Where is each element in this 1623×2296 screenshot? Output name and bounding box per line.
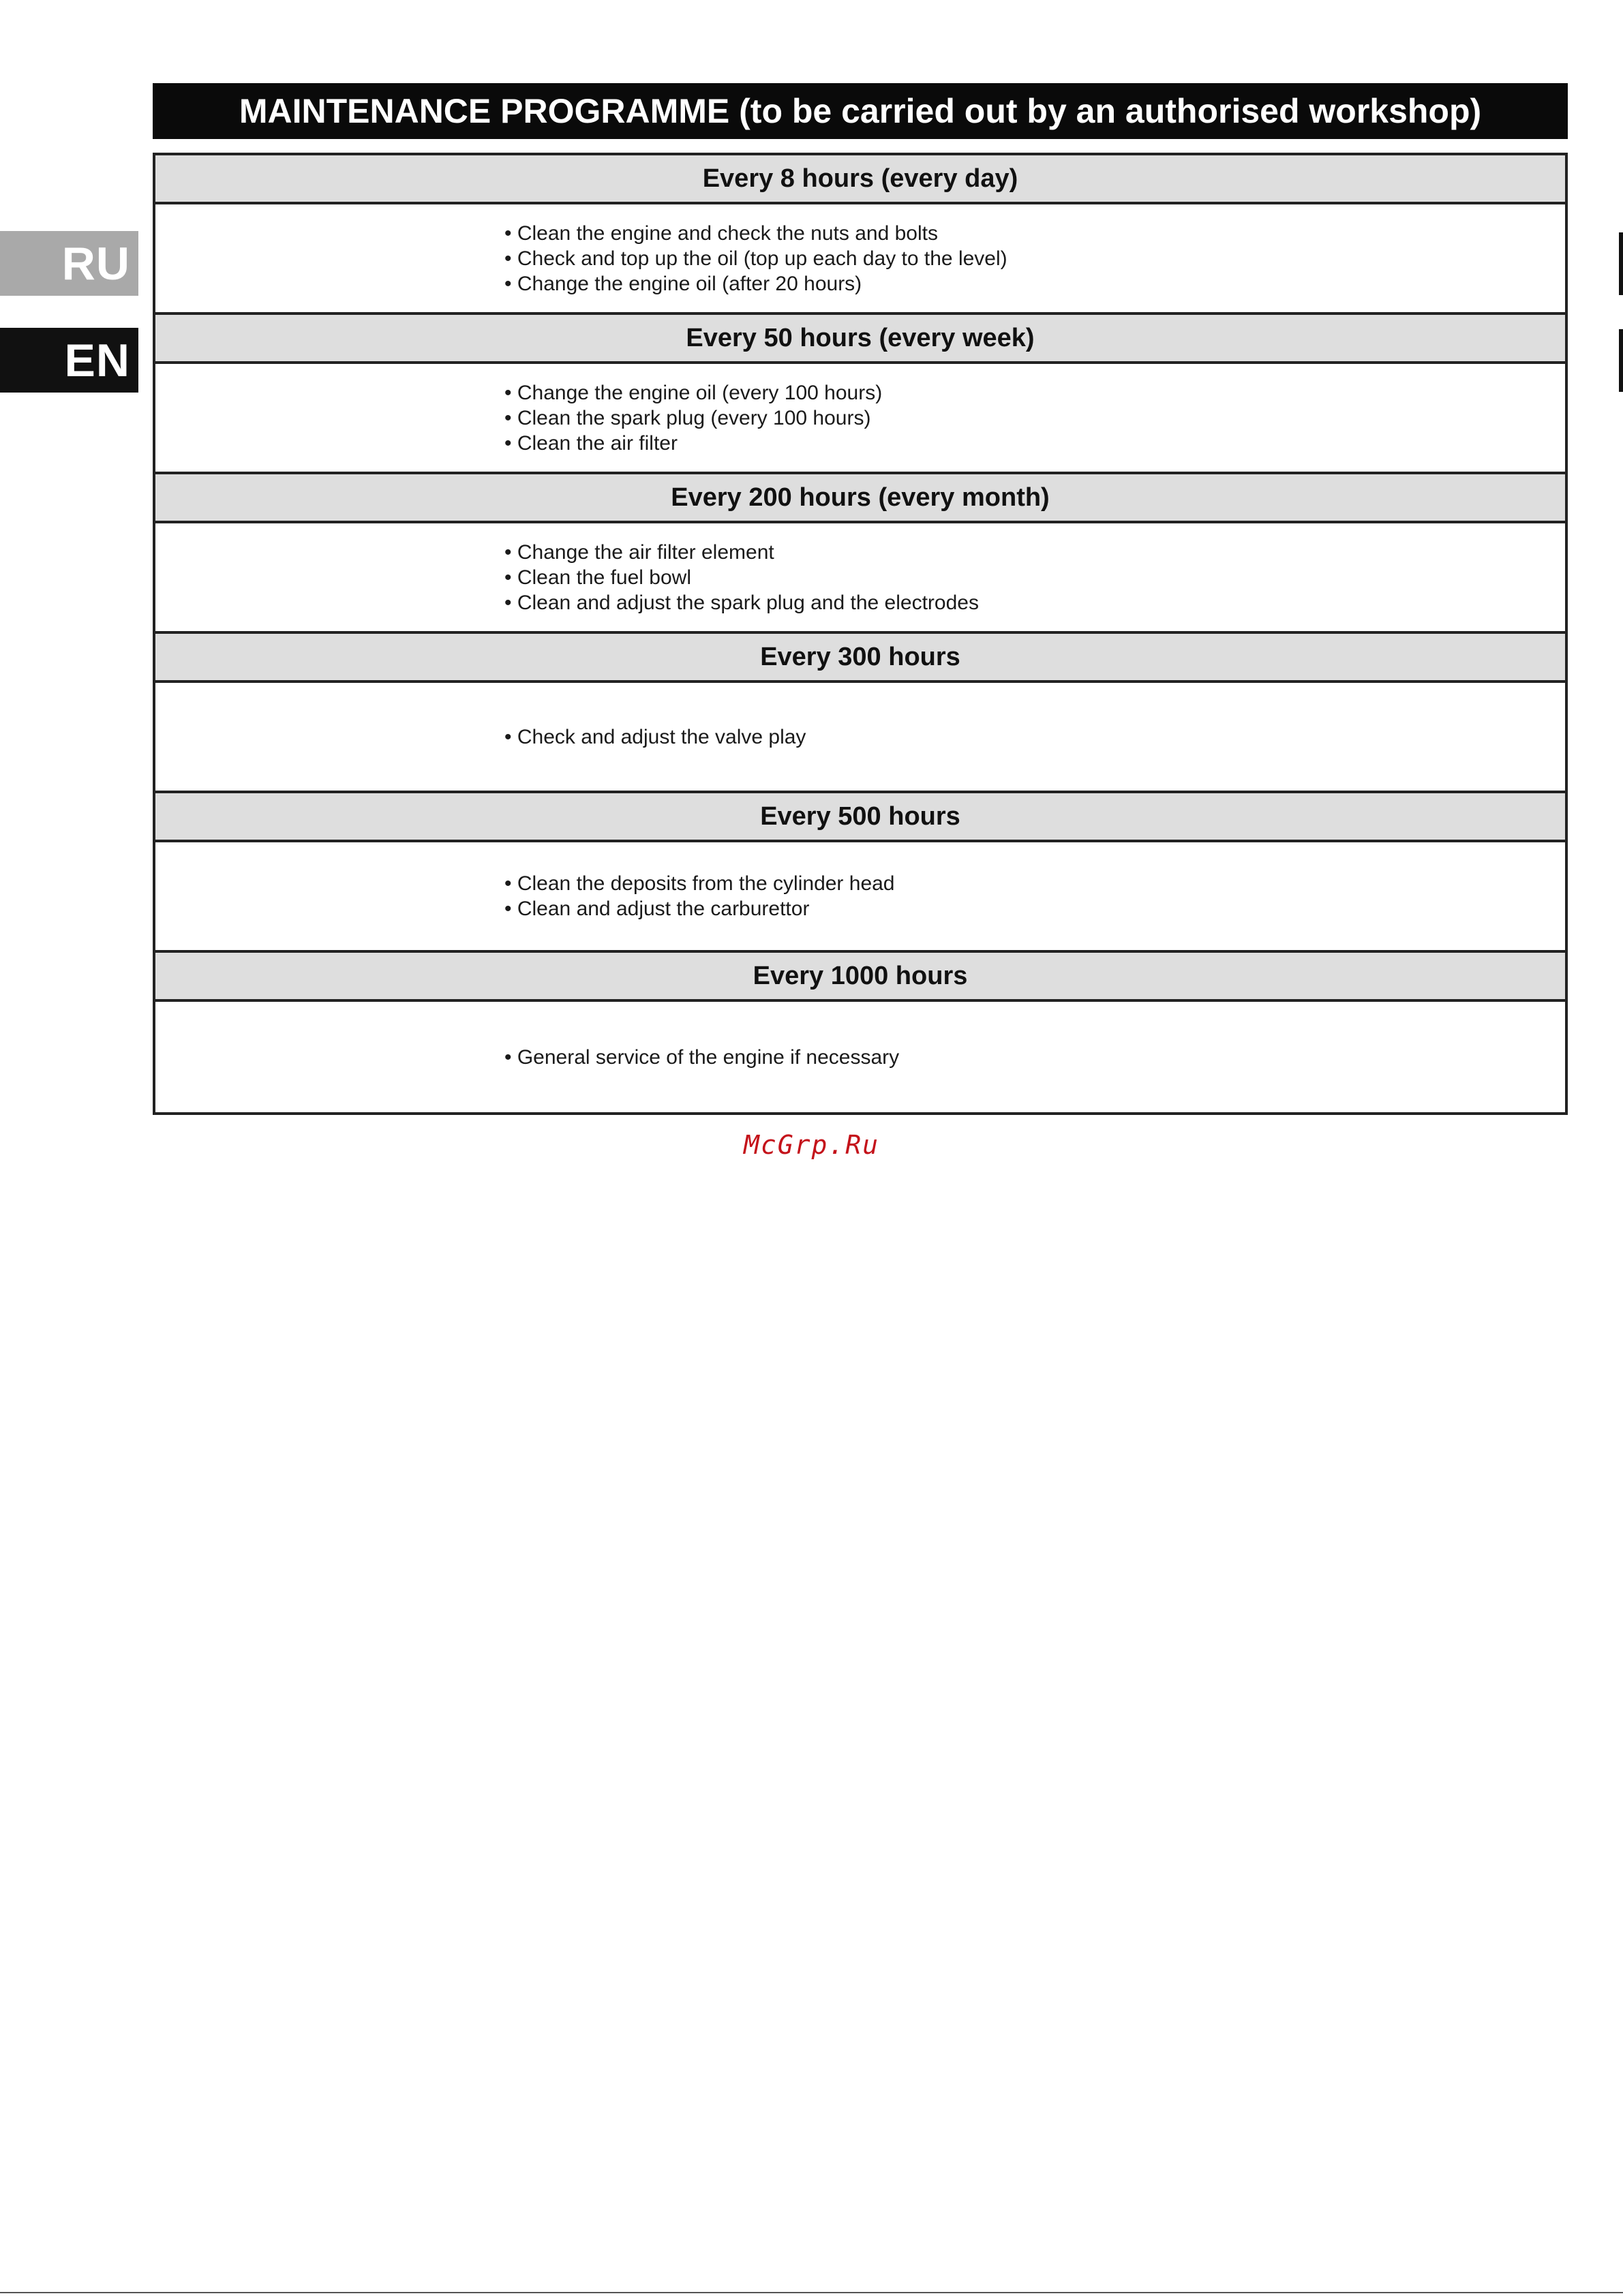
section-header: Every 300 hours bbox=[155, 634, 1565, 683]
task-item: • Change the air filter element bbox=[504, 540, 979, 565]
schedule-section-200-hours bbox=[155, 474, 1565, 634]
task-item: • Clean the fuel bowl bbox=[504, 565, 979, 590]
task-list bbox=[504, 871, 895, 921]
language-tab-en[interactable]: EN bbox=[0, 328, 138, 393]
section-header: Every 50 hours (every week) bbox=[155, 315, 1565, 364]
task-item: • Clean and adjust the spark plug and the electrodes bbox=[504, 590, 979, 615]
maintenance-schedule-table bbox=[153, 153, 1568, 1115]
task-item: • General service of the engine if necessary bbox=[504, 1045, 899, 1070]
schedule-section-1000-hours bbox=[155, 953, 1565, 1112]
task-list bbox=[504, 221, 1007, 296]
section-body bbox=[155, 683, 1565, 793]
task-item: • Check and adjust the valve play bbox=[504, 724, 806, 750]
task-list bbox=[504, 1045, 899, 1070]
section-header: Every 1000 hours bbox=[155, 953, 1565, 1002]
section-body bbox=[155, 364, 1565, 474]
watermark: McGrp.Ru bbox=[743, 1130, 880, 1160]
section-header: Every 8 hours (every day) bbox=[155, 155, 1565, 204]
section-body bbox=[155, 842, 1565, 953]
schedule-section-8-hours bbox=[155, 155, 1565, 315]
task-item: • Clean the engine and check the nuts and bolts bbox=[504, 221, 1007, 246]
task-list bbox=[504, 724, 806, 750]
task-list bbox=[504, 540, 979, 615]
task-item: • Change the engine oil (every 100 hours) bbox=[504, 380, 882, 405]
task-item: • Change the engine oil (after 20 hours) bbox=[504, 271, 1007, 296]
page-bottom-divider bbox=[0, 2292, 1623, 2293]
task-item: • Clean the spark plug (every 100 hours) bbox=[504, 405, 882, 431]
schedule-section-300-hours bbox=[155, 634, 1565, 793]
schedule-section-50-hours bbox=[155, 315, 1565, 474]
task-list bbox=[504, 380, 882, 456]
section-body bbox=[155, 204, 1565, 315]
page-title: MAINTENANCE PROGRAMME (to be carried out by an authorised workshop) bbox=[153, 83, 1568, 139]
edge-mark bbox=[1619, 232, 1623, 295]
task-item: • Check and top up the oil (top up each day to the level) bbox=[504, 246, 1007, 271]
section-body bbox=[155, 523, 1565, 634]
task-item: • Clean the deposits from the cylinder head bbox=[504, 871, 895, 896]
task-item: • Clean and adjust the carburettor bbox=[504, 896, 895, 921]
task-item: • Clean the air filter bbox=[504, 431, 882, 456]
edge-mark bbox=[1619, 329, 1623, 392]
section-header: Every 200 hours (every month) bbox=[155, 474, 1565, 523]
schedule-section-500-hours bbox=[155, 793, 1565, 953]
section-body bbox=[155, 1002, 1565, 1112]
language-tab-ru[interactable]: RU bbox=[0, 231, 138, 296]
section-header: Every 500 hours bbox=[155, 793, 1565, 842]
